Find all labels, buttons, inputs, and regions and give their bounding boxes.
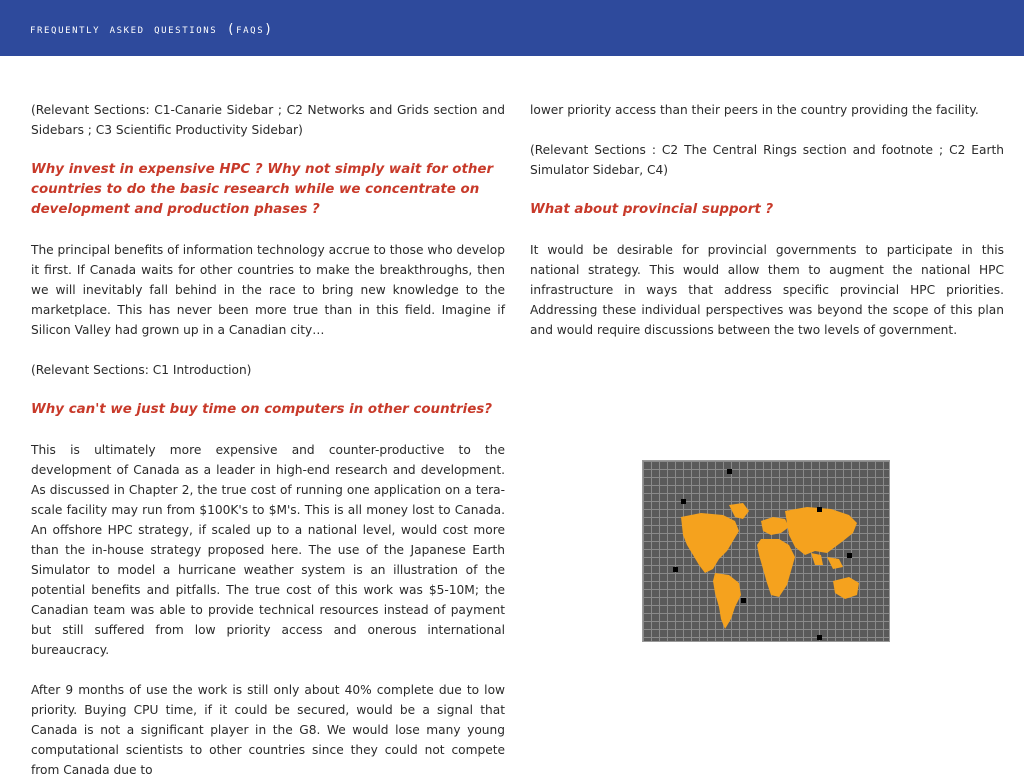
faq-answer-provincial: It would be desirable for provincial governments to participate in this national strategy. This would allow them to augment the national HPC infrastructure in ways that address specific provincial HPC priorities. Addressing these individual perspectives was beyond the scope of this plan and would require discussions between the two levels of government. [530, 243, 1004, 337]
relevant-sections-note: (Relevant Sections: C1 Introduction) [31, 363, 252, 377]
page-title: frequently asked questions (faqs) [30, 22, 274, 37]
faq-answer-buy-time-continued: After 9 months of use the work is still only about 40% complete due to low priority. Buying CPU time, if it could be secured, would be a signal that Canada is not a significant player in the G8. We would lose many young computational scientists to other countries since they could not compete from Canada due to [31, 683, 505, 777]
faq-question-buy-time: Why can't we just buy time on computers in other countries? [31, 402, 493, 417]
world-map-grid-icon [642, 460, 890, 642]
world-map-graphic [643, 461, 891, 643]
faq-answer-continued: lower priority access than their peers in the country providing the facility. [530, 103, 979, 117]
faq-answer-invest-hpc: The principal benefits of information technology accrue to those who develop it first. If Canada waits for other countries to make the breakthroughs, then we will inevitably fall behind in the race to bring new knowledge to the marketplace. This has never been more true than in this field. Imagine if Silicon Valley had grown up in a Canadian city… [31, 243, 505, 337]
faq-answer-buy-time: This is ultimately more expensive and counter-productive to the development of Canada as a leader in high-end research and development. As discussed in Chapter 2, the true cost of running one application on a tera-scale facility may run from $100K's to $M's. This is all money lost to Canada. An offshore HPC strategy, if scaled up to a national level, would cost more than the in-house strategy proposed here. The use of the Japanese Earth Simulator to model a hurricane weather system is an illustration of the potential benefits and pitfalls. The true cost of this work was $5-10M; the Canadian team was able to provide technical resources instead of payment but still suffered from low priority access and onerous international bureaucracy. [31, 443, 505, 657]
left-column [31, 100, 505, 780]
faq-question-provincial: What about provincial support ? [530, 202, 774, 217]
relevant-sections-note: (Relevant Sections: C1-Canarie Sidebar ; C2 Networks and Grids section and Sidebars ; C3 Scientific Productivity Sidebar) [31, 103, 505, 137]
right-column [530, 100, 1004, 360]
faq-question-invest-hpc: Why invest in expensive HPC ? Why not simply wait for other countries to do the basic research while we concentrate on development and production phases ? [31, 162, 494, 217]
relevant-sections-note: (Relevant Sections : C2 The Central Rings section and footnote ; C2 Earth Simulator Sidebar, C4) [530, 143, 1004, 177]
header-bar [0, 0, 1024, 56]
